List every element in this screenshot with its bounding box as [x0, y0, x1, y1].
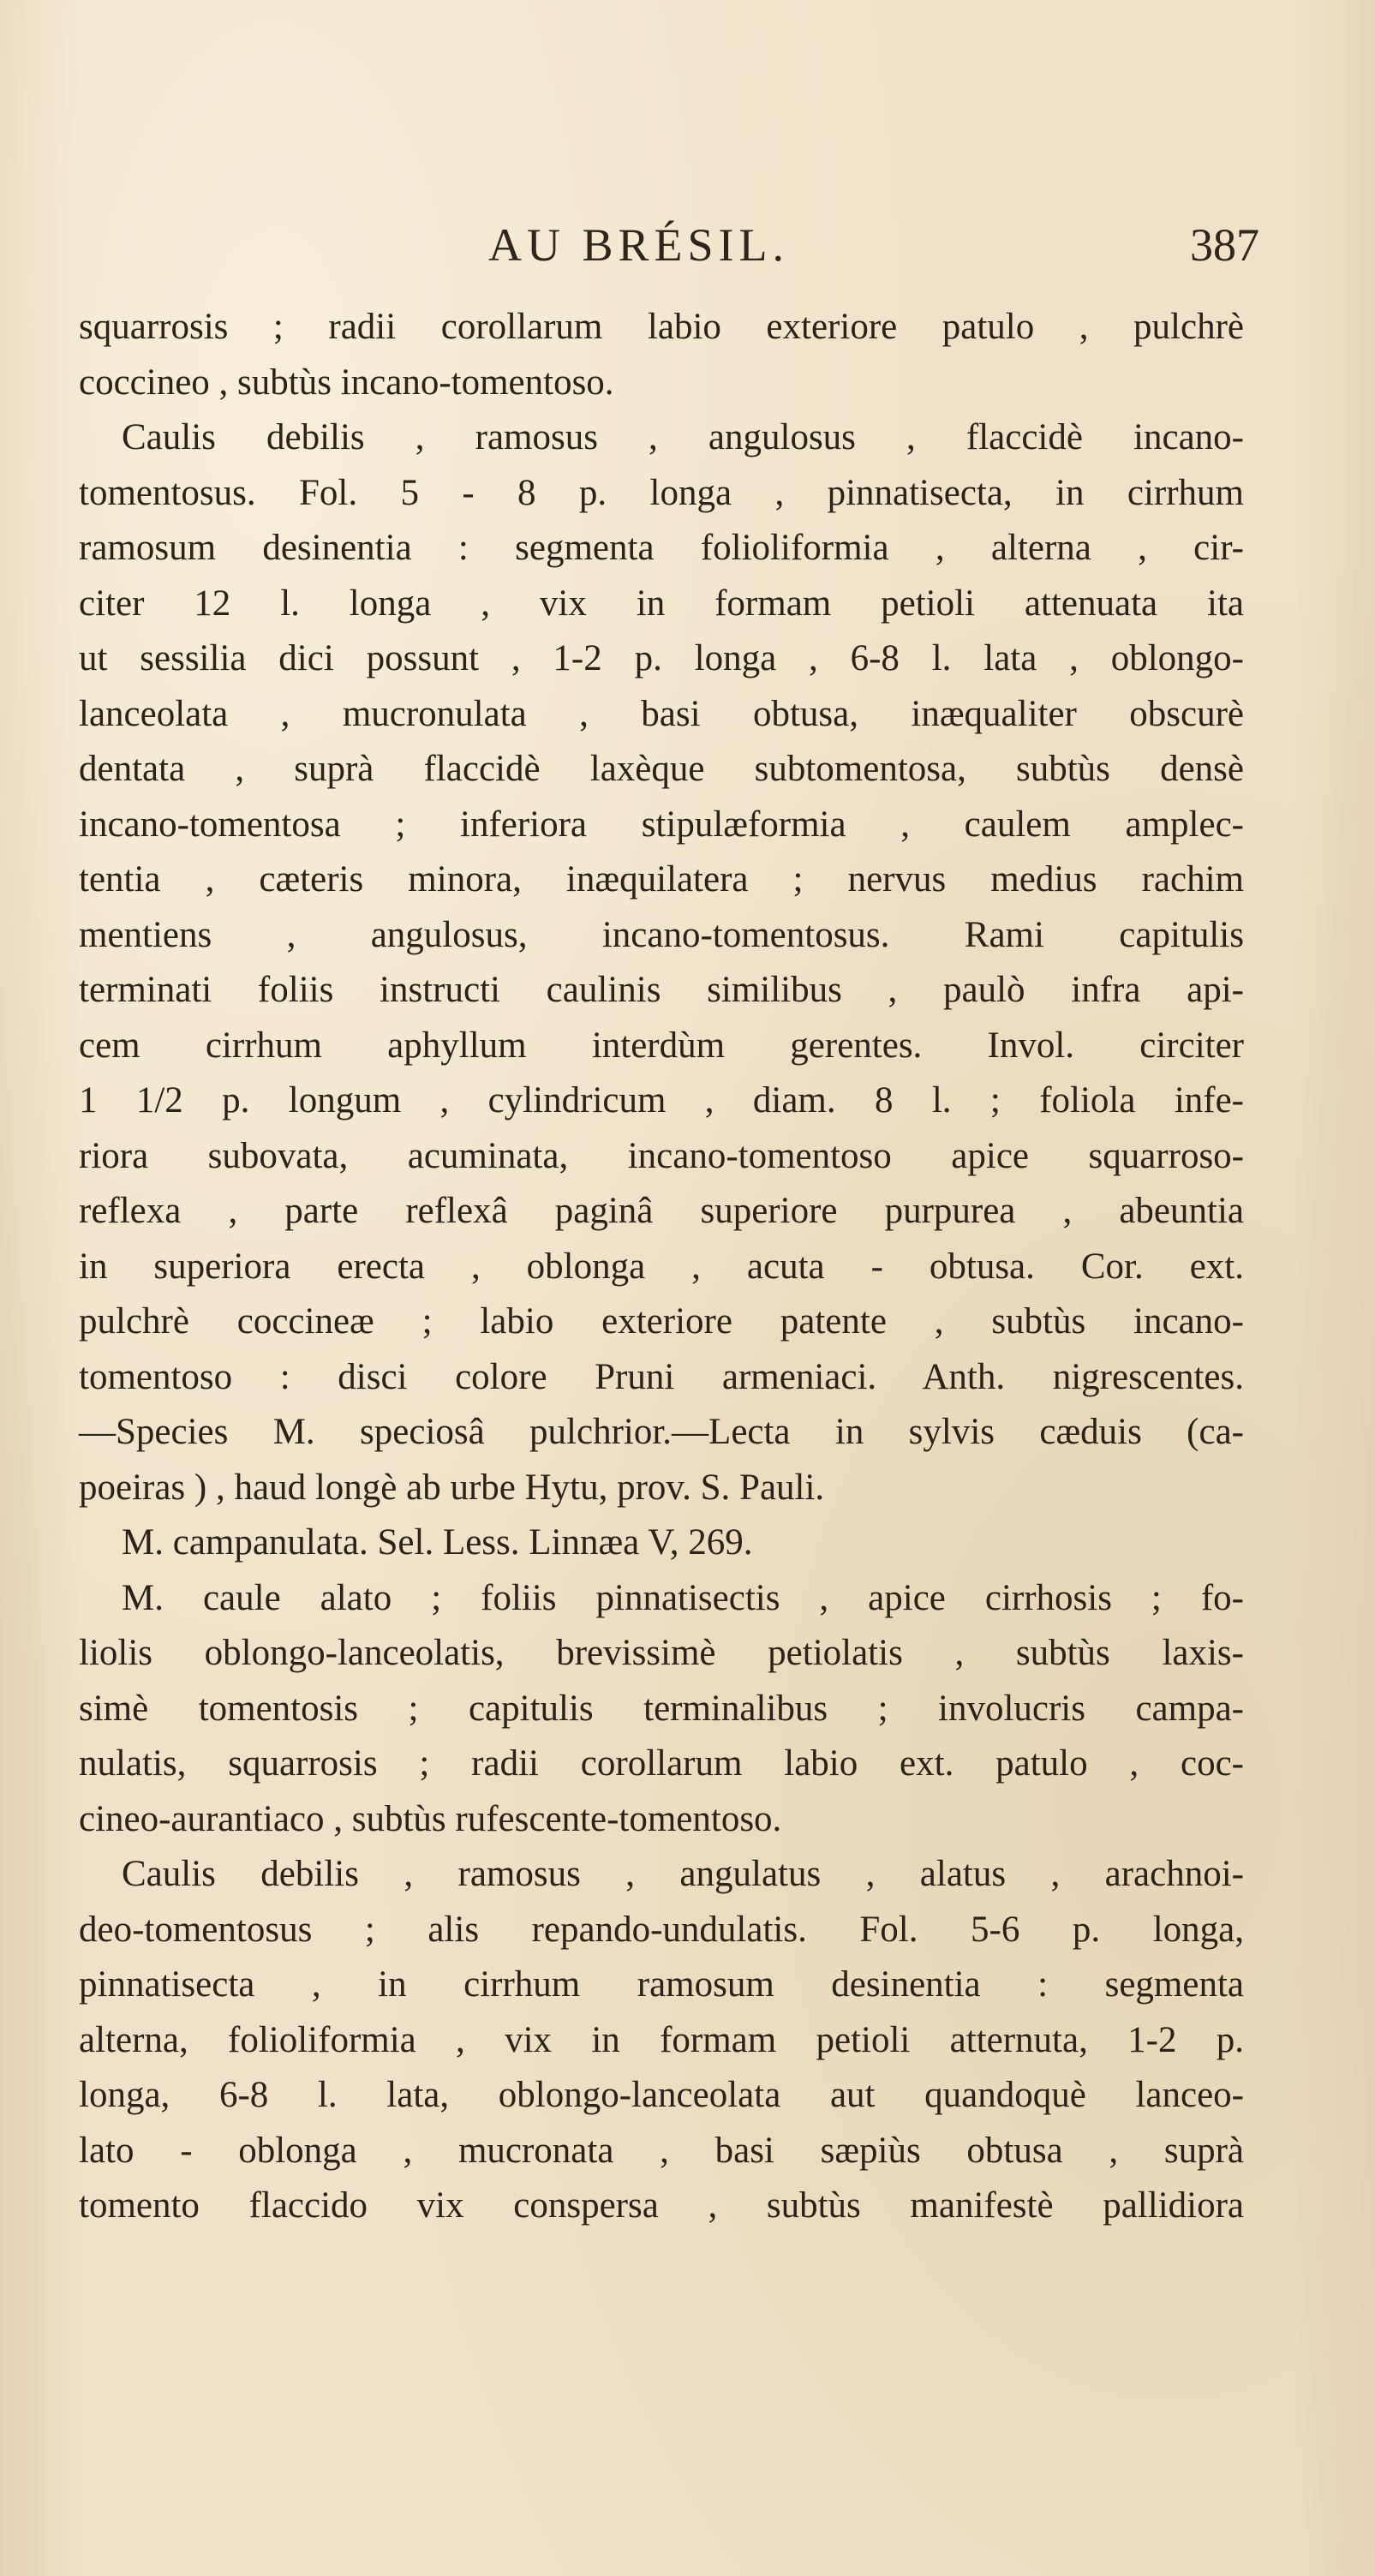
- text-line: tomentosus. Fol. 5 - 8 p. longa , pinnatisecta, in cirrhum: [79, 472, 1244, 513]
- text-line: ut sessilia dici possunt , 1-2 p. longa , 6-8 l. lata , oblongo-: [79, 638, 1244, 678]
- text-line: liolis oblongo-lanceolatis, brevissimè petiolatis , subtùs laxis-: [79, 1633, 1244, 1673]
- text-line: pinnatisecta , in cirrhum ramosum desinentia : segmenta: [79, 1964, 1244, 2005]
- text-line: deo-tomentosus ; alis repando-undulatis. Fol. 5-6 p. longa,: [79, 1909, 1244, 1950]
- text-line: dentata , suprà flaccidè laxèque subtomentosa, subtùs densè: [79, 749, 1244, 789]
- text-line: squarrosis ; radii corollarum labio exteriore patulo , pulchrè: [79, 307, 1244, 347]
- text-line: lato - oblonga , mucronata , basi sæpiùs obtusa , suprà: [79, 2130, 1244, 2171]
- text-line: longa, 6-8 l. lata, oblongo-lanceolata aut quandoquè lanceo-: [79, 2075, 1244, 2115]
- text-line: simè tomentosis ; capitulis terminalibus ; involucris campa-: [79, 1688, 1244, 1729]
- text-line: pulchrè coccineæ ; labio exteriore patente , subtùs incano-: [79, 1301, 1244, 1342]
- text-line: reflexa , parte reflexâ paginâ superiore purpurea , abeuntia: [79, 1191, 1244, 1231]
- text-line: mentiens , angulosus, incano-tomentosus. Rami capitulis: [79, 914, 1244, 955]
- text-line: in superiora erecta , oblonga , acuta - obtusa. Cor. ext.: [79, 1246, 1244, 1287]
- text-line: lanceolata , mucronulata , basi obtusa, inæqualiter obscurè: [79, 693, 1244, 734]
- text-line: tomentoso : disci colore Pruni armeniaci. Anth. nigrescentes.: [79, 1356, 1244, 1397]
- text-line: poeiras ) , haud longè ab urbe Hytu, prov. S. Pauli.: [79, 1467, 825, 1508]
- text-line: alterna, folioliformia , vix in formam petioli atternuta, 1-2 p.: [79, 2019, 1244, 2060]
- body-text: [79, 300, 1244, 2234]
- text-line: Caulis debilis , ramosus , angulosus , flaccidè incano-: [122, 417, 1244, 457]
- text-line: terminati foliis instructi caulinis similibus , paulò infra api-: [79, 970, 1244, 1010]
- text-line: tomento flaccido vix conspersa , subtùs manifestè pallidiora: [79, 2185, 1244, 2226]
- text-line: cem cirrhum aphyllum interdùm gerentes. Invol. circiter: [79, 1025, 1244, 1066]
- text-line: coccineo , subtùs incano-tomentoso.: [79, 362, 614, 403]
- text-line: M. caule alato ; foliis pinnatisectis , apice cirrhosis ; fo-: [122, 1577, 1244, 1618]
- text-line: ramosum desinentia : segmenta folioliformia , alterna , cir-: [79, 528, 1244, 568]
- text-line: riora subovata, acuminata, incano-tomentoso apice squarroso-: [79, 1135, 1244, 1176]
- text-line: cineo-aurantiaco , subtùs rufescente-tomentoso.: [79, 1798, 782, 1839]
- text-line: —Species M. speciosâ pulchrior.—Lecta in sylvis cæduis (ca-: [79, 1412, 1244, 1452]
- text-line: incano-tomentosa ; inferiora stipulæformia , caulem amplec-: [79, 804, 1244, 845]
- running-head: AU BRÉSIL.: [488, 219, 790, 271]
- species-heading: M. campanulata. Sel. Less. Linnæa V, 269.: [122, 1522, 753, 1563]
- page-number: 387: [1190, 219, 1259, 271]
- text-line: Caulis debilis , ramosus , angulatus , alatus , arachnoi-: [122, 1854, 1244, 1894]
- text-line: 1 1/2 p. longum , cylindricum , diam. 8 l. ; foliola infe-: [79, 1080, 1244, 1121]
- page-header: [77, 218, 1259, 287]
- text-line: tentia , cæteris minora, inæquilatera ; nervus medius rachim: [79, 859, 1244, 900]
- text-line: nulatis, squarrosis ; radii corollarum labio ext. patulo , coc-: [79, 1743, 1244, 1784]
- text-line: citer 12 l. longa , vix in formam petioli attenuata ita: [79, 583, 1244, 624]
